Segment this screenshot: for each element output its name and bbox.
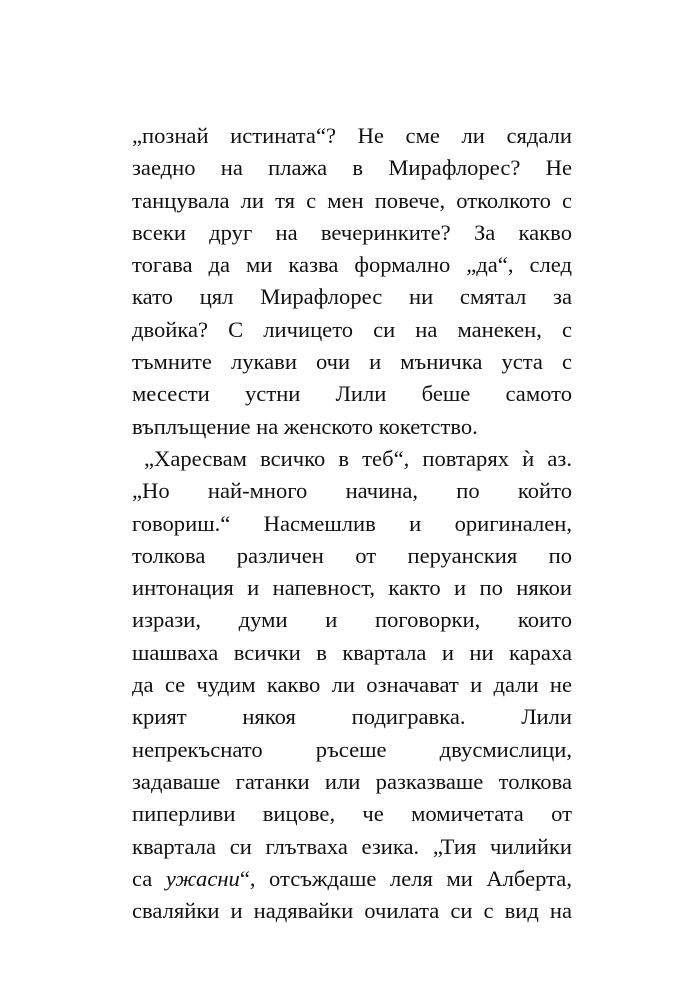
text-line: шашваха всички в квартала и ни караха	[132, 639, 572, 665]
line-segment: са	[132, 865, 166, 891]
text-line: непрекъснато ръсеше двусмислици,	[132, 736, 572, 762]
text-line-with-italic	[132, 863, 572, 895]
text-line: месести устни Лили беше самото	[132, 381, 572, 407]
text-line: говориш.“ Насмешлив и оригинален,	[132, 510, 572, 536]
text-line: двойка? С личицето си на манекен, с	[132, 316, 572, 342]
text-line: заедно на плажа в Мирафлорес? Не	[132, 155, 572, 181]
text-line: тъмните лукави очи и мъничка уста с	[132, 349, 572, 375]
text-line: квартала си глътваха езика. „Тия чилийки	[132, 833, 572, 859]
body-text	[132, 120, 572, 927]
text-line: „познай истината“? Не сме ли сядали	[132, 123, 572, 148]
text-line: тогава да ми казва формално „да“, след	[132, 252, 572, 278]
text-line: изрази, думи и поговорки, които	[132, 607, 572, 633]
text-line: като цял Мирафлорес ни смятал за	[132, 284, 572, 310]
line-segment: “, отсъждаше леля ми Алберта,	[239, 865, 572, 891]
text-line: задаваше гатанки или разказваше толкова	[132, 768, 572, 794]
paragraph-end-line: въплъщение на женското кокетство.	[132, 413, 478, 439]
text-line: крият някоя подигравка. Лили	[132, 704, 572, 730]
italic-word: ужасни	[165, 865, 240, 891]
text-line: сваляйки и надявайки очилата си с вид на	[132, 898, 572, 924]
text-line: „Но най-много начина, по който	[132, 478, 572, 504]
text-line: толкова различен от перуанския по	[132, 542, 572, 568]
text-line: всеки друг на вечеринките? За какво	[132, 219, 572, 245]
text-line: интонация и напевност, както и по някои	[132, 575, 572, 601]
paragraph-start-line: „Харесвам всичко в теб“, повтарях ѝ аз.	[144, 445, 572, 471]
text-line: пиперливи вицове, че момичетата от	[132, 801, 572, 827]
text-line: танцувала ли тя с мен повече, отколкото с	[132, 187, 572, 213]
text-line: да се чудим какво ли означават и дали не	[132, 672, 572, 698]
